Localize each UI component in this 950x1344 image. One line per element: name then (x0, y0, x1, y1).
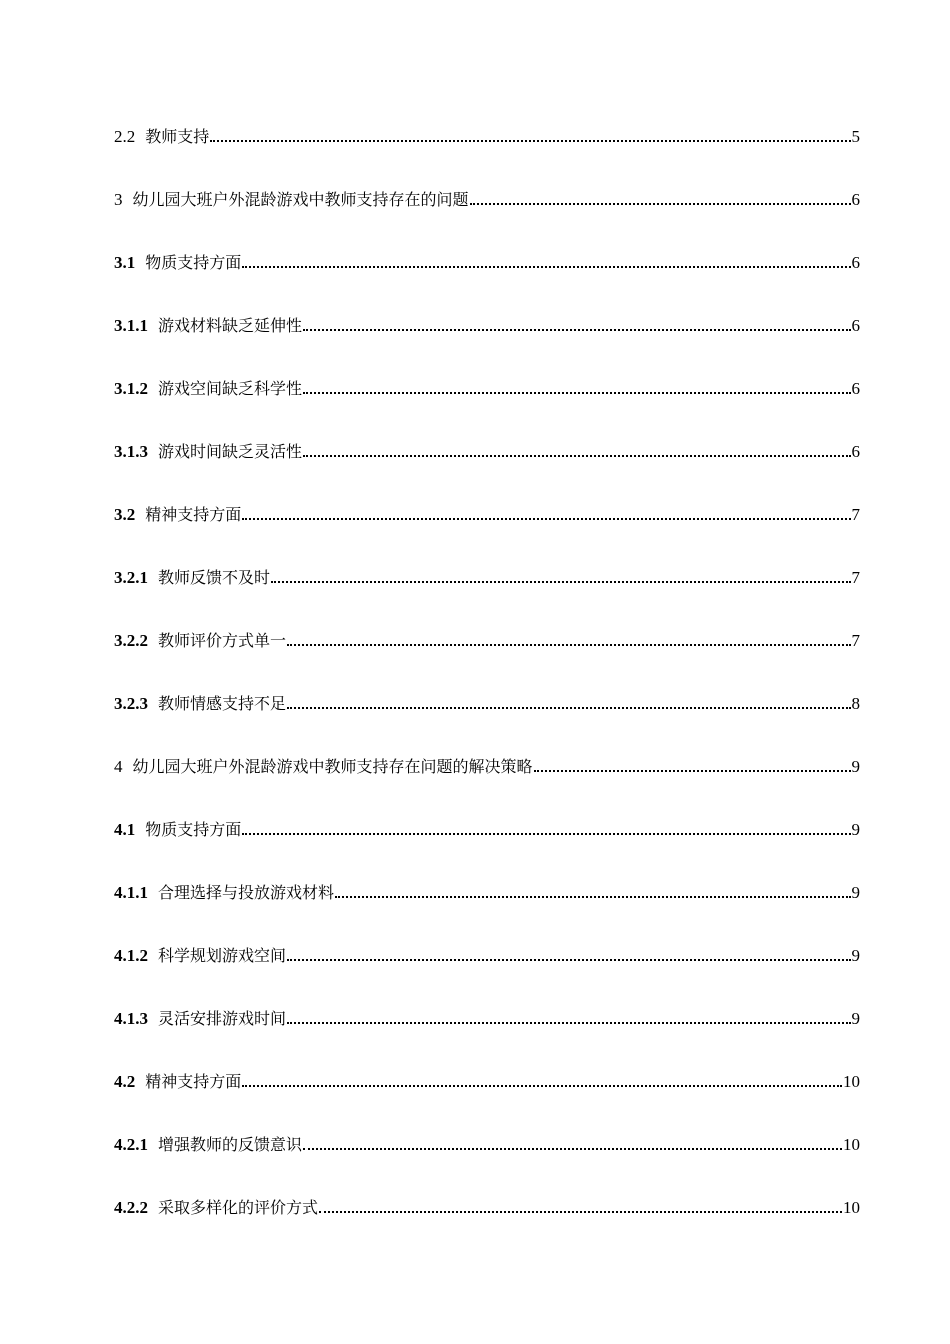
dot-leader (242, 821, 850, 835)
toc-entry-title: 增强教师的反馈意识 (158, 1135, 303, 1154)
toc-entry-page: 10 (843, 1072, 860, 1091)
toc-entry-title: 采取多样化的评价方式 (158, 1198, 319, 1217)
toc-entry[interactable] (114, 437, 860, 500)
toc-entry-number: 3.1.1 (114, 316, 148, 335)
toc-entry-title: 物质支持方面 (145, 253, 242, 272)
dot-leader (242, 1073, 842, 1087)
toc-entry-title: 灵活安排游戏时间 (158, 1009, 287, 1028)
toc-entry-title: 精神支持方面 (145, 505, 242, 524)
dot-leader (287, 695, 850, 709)
dot-leader (210, 128, 850, 142)
toc-entry-number: 3.2.3 (114, 694, 148, 713)
dot-leader (242, 506, 850, 520)
toc-entry[interactable] (114, 1130, 860, 1193)
dot-leader (287, 947, 850, 961)
toc-entry-number: 3.2.1 (114, 568, 148, 587)
toc-entry[interactable] (114, 878, 860, 941)
toc-entry[interactable] (114, 689, 860, 752)
toc-entry-title: 科学规划游戏空间 (158, 946, 287, 965)
toc-entry-number: 4.2 (114, 1072, 136, 1091)
toc-entry-number: 3.1.2 (114, 379, 148, 398)
toc-entry-number: 4.2.1 (114, 1135, 148, 1154)
dot-leader (335, 884, 850, 898)
toc-entry-number: 4.1 (114, 820, 136, 839)
dot-leader (319, 1199, 842, 1213)
dot-leader (303, 317, 850, 331)
toc-entry-page: 10 (843, 1135, 860, 1154)
dot-leader (534, 758, 851, 772)
dot-leader (271, 569, 850, 583)
toc-entry[interactable] (114, 311, 860, 374)
dot-leader (303, 1136, 842, 1150)
toc-entry-number: 3.2.2 (114, 631, 148, 650)
toc-entry-number: 4.2.2 (114, 1198, 148, 1217)
toc-entry-page: 5 (851, 127, 860, 146)
toc-entry-page: 9 (851, 946, 860, 965)
toc-entry[interactable] (114, 1193, 860, 1256)
toc-entry-page: 7 (851, 568, 860, 587)
toc-entry-page: 9 (851, 883, 860, 902)
toc-entry[interactable] (114, 626, 860, 689)
toc-entry-page: 8 (851, 694, 860, 713)
toc-entry[interactable] (114, 941, 860, 1004)
toc-entry-number: 4 (114, 757, 123, 776)
toc-entry-number: 2.2 (114, 127, 136, 146)
toc-entry-page: 9 (851, 1009, 860, 1028)
table-of-contents (114, 122, 860, 1256)
toc-entry-number: 3.1.3 (114, 442, 148, 461)
toc-entry[interactable] (114, 500, 860, 563)
toc-entry-page: 6 (851, 442, 860, 461)
toc-entry-title: 游戏空间缺乏科学性 (158, 379, 303, 398)
toc-entry[interactable] (114, 815, 860, 878)
toc-entry-title: 教师支持 (145, 127, 210, 146)
toc-entry[interactable] (114, 185, 860, 248)
toc-entry-page: 10 (843, 1198, 860, 1217)
toc-entry-title: 教师情感支持不足 (158, 694, 287, 713)
dot-leader (287, 1010, 850, 1024)
dot-leader (242, 254, 850, 268)
toc-entry-page: 6 (851, 253, 860, 272)
toc-entry-title: 幼儿园大班户外混龄游戏中教师支持存在问题的解决策略 (132, 757, 533, 776)
toc-entry-page: 7 (851, 505, 860, 524)
dot-leader (303, 443, 850, 457)
toc-entry[interactable] (114, 248, 860, 311)
toc-entry-page: 9 (851, 820, 860, 839)
toc-entry-title: 物质支持方面 (145, 820, 242, 839)
toc-entry-page: 6 (851, 379, 860, 398)
toc-entry-number: 3.2 (114, 505, 136, 524)
dot-leader (303, 380, 850, 394)
toc-entry-number: 4.1.3 (114, 1009, 148, 1028)
toc-entry-page: 6 (851, 190, 860, 209)
toc-entry-page: 7 (851, 631, 860, 650)
toc-entry[interactable] (114, 1067, 860, 1130)
toc-entry[interactable] (114, 374, 860, 437)
toc-entry-number: 3.1 (114, 253, 136, 272)
dot-leader (287, 632, 850, 646)
toc-entry-title: 幼儿园大班户外混龄游戏中教师支持存在的问题 (132, 190, 469, 209)
toc-entry[interactable] (114, 1004, 860, 1067)
toc-entry-title: 合理选择与投放游戏材料 (158, 883, 335, 902)
toc-entry-page: 6 (851, 316, 860, 335)
toc-entry-title: 游戏时间缺乏灵活性 (158, 442, 303, 461)
toc-entry-number: 3 (114, 190, 123, 209)
toc-entry[interactable] (114, 752, 860, 815)
toc-entry-title: 精神支持方面 (145, 1072, 242, 1091)
toc-entry[interactable] (114, 563, 860, 626)
toc-entry-title: 教师反馈不及时 (158, 568, 271, 587)
toc-entry-number: 4.1.1 (114, 883, 148, 902)
dot-leader (470, 191, 851, 205)
toc-entry-title: 游戏材料缺乏延伸性 (158, 316, 303, 335)
toc-entry[interactable] (114, 122, 860, 185)
toc-entry-page: 9 (851, 757, 860, 776)
toc-entry-title: 教师评价方式单一 (158, 631, 287, 650)
toc-entry-number: 4.1.2 (114, 946, 148, 965)
